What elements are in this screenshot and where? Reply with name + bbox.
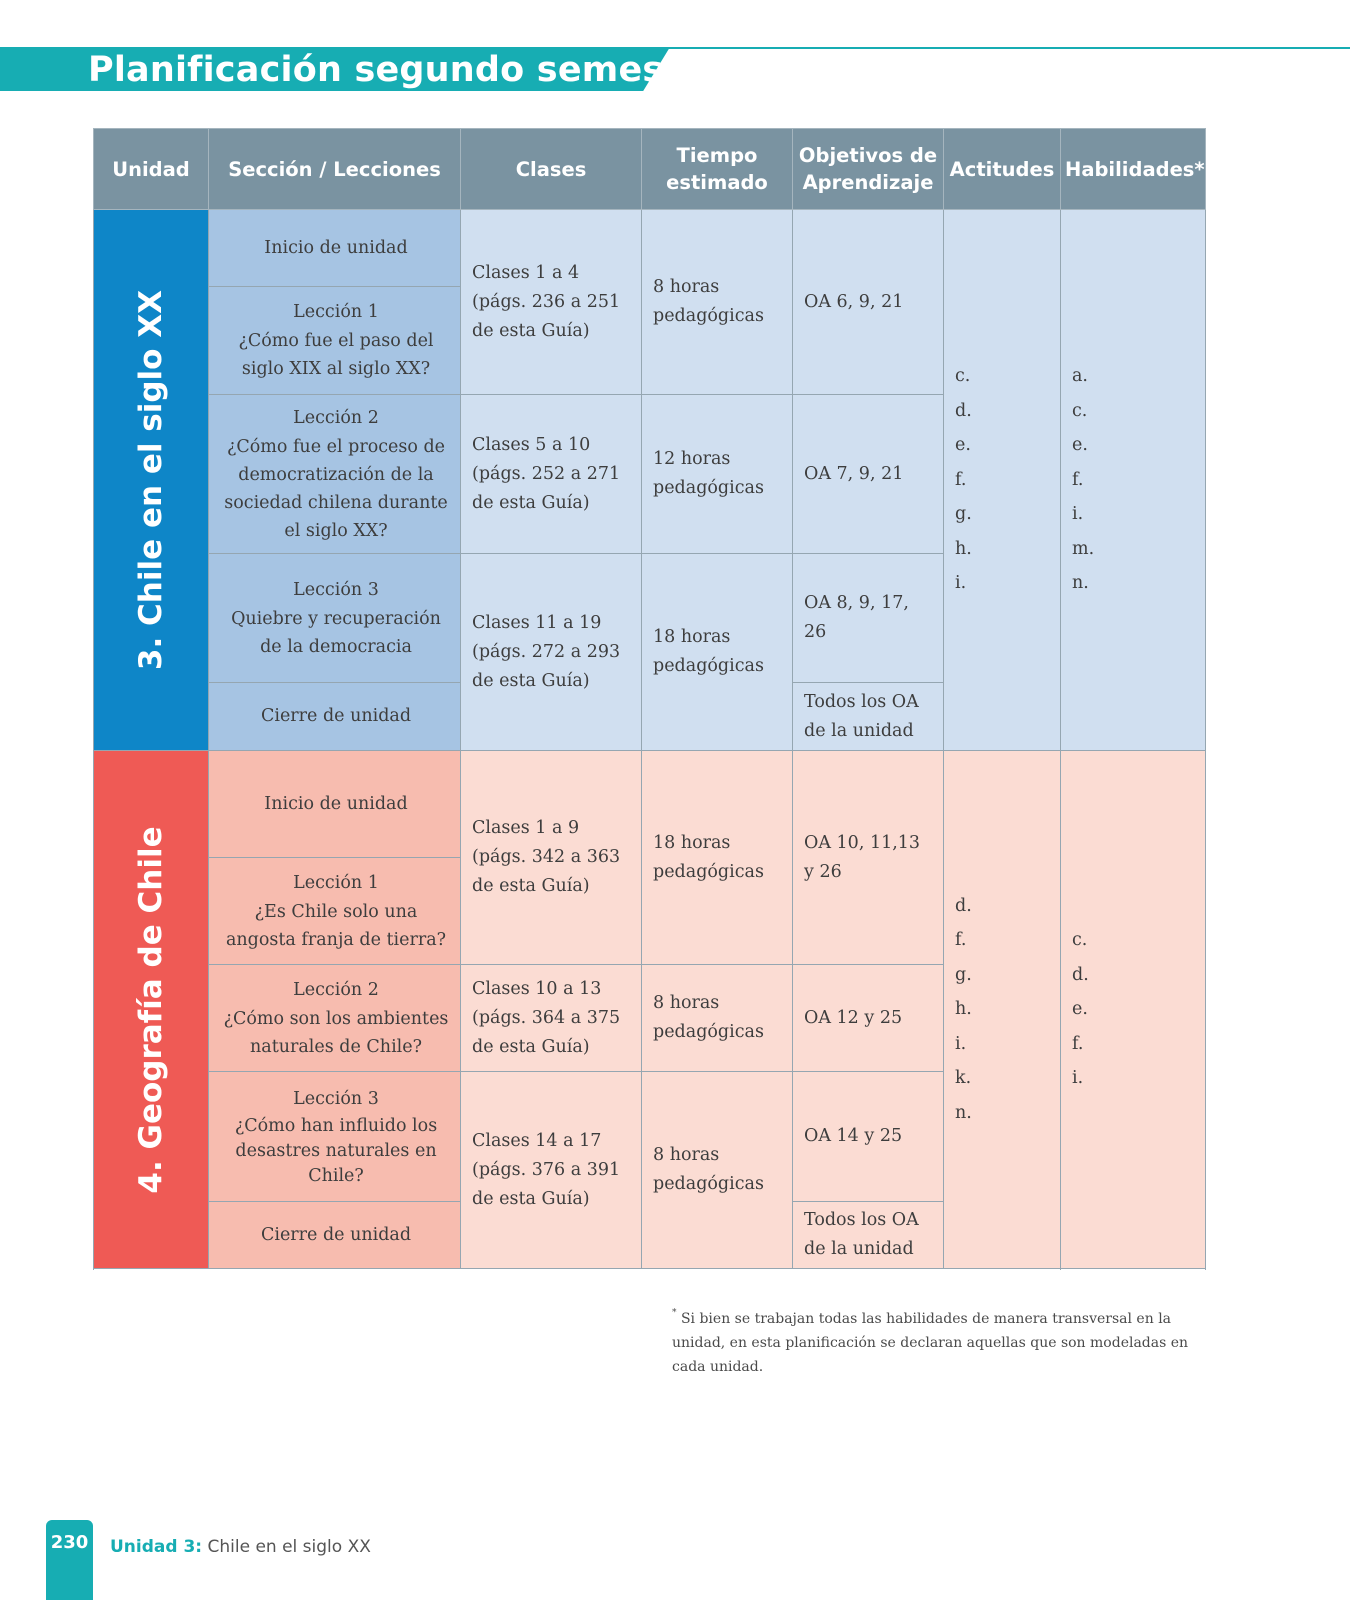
list-item: m. (1072, 538, 1095, 559)
lesson-title: Lección 1 (293, 872, 379, 893)
lesson-question: ¿Cómo fue el proceso de democratización de la sociedad chilena durante el siglo XX? (224, 436, 448, 541)
unit4-oa-a: OA 10, 11,13 y 26 (793, 751, 944, 965)
unit3-habilidades (1061, 210, 1206, 751)
header-habilidades: Habilidades* (1061, 129, 1206, 210)
list-item: h. (955, 538, 972, 559)
header-tiempo-line2: estimado (666, 171, 768, 194)
list-item: i. (955, 1033, 967, 1054)
list-item: n. (1072, 573, 1089, 594)
page-number: 230 (50, 1532, 89, 1553)
list-item: f. (955, 930, 967, 951)
unit4-clases-b-pages: (págs. 364 a 375 de esta Guía) (472, 1007, 621, 1057)
header-clases: Clases (461, 129, 642, 210)
list-item: f. (1072, 1033, 1084, 1054)
lesson-title: Lección 2 (293, 979, 379, 1000)
footnote-mark: * (672, 1308, 677, 1318)
unit4-clases-c (461, 1072, 642, 1269)
header-tiempo (642, 129, 793, 210)
lesson-title: Lección 3 (293, 1088, 379, 1109)
unit3-clases-b-pages: (págs. 252 a 271 de esta Guía) (472, 463, 621, 513)
unit3-actitudes (944, 210, 1061, 751)
list-item: h. (955, 999, 972, 1020)
unit4-tiempo-a: 18 horas pedagógicas (642, 751, 793, 965)
unit3-oa-b: OA 7, 9, 21 (793, 395, 944, 554)
list-item: i. (1072, 504, 1084, 525)
unit3-oa-c: OA 8, 9, 17, 26 (793, 554, 944, 683)
unit3-tiempo-b: 12 horas pedagógicas (642, 395, 793, 554)
unit3-clases-c-range: Clases 11 a 19 (472, 612, 602, 633)
unit3-clases-b (461, 395, 642, 554)
list-item: e. (1072, 435, 1088, 456)
unit4-clases-c-range: Clases 14 a 17 (472, 1130, 602, 1151)
list-item: c. (955, 366, 971, 387)
table-row (94, 210, 1206, 287)
unit4-tiempo-b: 8 horas pedagógicas (642, 965, 793, 1072)
header-tiempo-line1: Tiempo (676, 144, 758, 167)
lesson-title: Lección 1 (293, 302, 379, 322)
unit3-leccion-2 (209, 395, 461, 554)
title-rule (640, 47, 1350, 49)
unit3-clases-c (461, 554, 642, 751)
unit4-inicio: Inicio de unidad (209, 751, 461, 858)
lesson-title: Lección 3 (293, 579, 379, 600)
unit4-leccion-3 (209, 1072, 461, 1202)
header-unidad: Unidad (94, 129, 209, 210)
unit4-name: 4. Geografía de Chile (133, 825, 169, 1194)
page-title: Planificación segundo semestre (88, 50, 722, 90)
lesson-question: ¿Cómo han influido los desastres naturales en Chile? (234, 1115, 438, 1186)
list-item: c. (1072, 930, 1088, 951)
table-row (94, 751, 1206, 858)
unit4-clases-a (461, 751, 642, 965)
list-item: e. (1072, 999, 1088, 1020)
list-item: d. (955, 895, 972, 916)
footer-unit-name: Chile en el siglo XX (202, 1537, 371, 1557)
lesson-question: ¿Cómo son los ambientes naturales de Chile? (223, 1008, 449, 1057)
header-actitudes: Actitudes (944, 129, 1061, 210)
list-item: d. (955, 400, 972, 421)
unit3-inicio: Inicio de unidad (209, 210, 461, 287)
unit4-leccion-1 (209, 858, 461, 965)
header-seccion: Sección / Lecciones (209, 129, 461, 210)
list-item: i. (955, 573, 967, 594)
footnote (672, 1307, 1212, 1379)
list-item: a. (1072, 366, 1088, 387)
unit3-oa-cierre: Todos los OA de la unidad (793, 683, 944, 751)
unit4-leccion-2 (209, 965, 461, 1072)
unit4-cierre: Cierre de unidad (209, 1202, 461, 1269)
unit3-leccion-3 (209, 554, 461, 683)
unit3-clases-b-range: Clases 5 a 10 (472, 434, 591, 455)
unit3-leccion-1 (209, 287, 461, 395)
unit3-tiempo-a: 8 horas pedagógicas (642, 210, 793, 395)
unit3-oa-a: OA 6, 9, 21 (793, 210, 944, 395)
unit4-clases-a-pages: (págs. 342 a 363 de esta Guía) (472, 847, 621, 896)
list-item: f. (1072, 469, 1084, 490)
list-item: e. (955, 435, 971, 456)
unit4-clases-b-range: Clases 10 a 13 (472, 978, 602, 999)
lesson-question: ¿Es Chile solo una angosta franja de tierra? (225, 901, 447, 950)
header-objetivos-line1: Objetivos de (798, 144, 938, 167)
header-objetivos-line2: Aprendizaje (802, 171, 934, 194)
unit4-oa-b: OA 12 y 25 (793, 965, 944, 1072)
list-item: f. (955, 469, 967, 490)
unit4-clases-c-pages: (págs. 376 a 391 de esta Guía) (472, 1159, 621, 1209)
planning-table (93, 128, 1206, 1269)
unit3-clases-a (461, 210, 642, 395)
unit3-name: 3. Chile en el siglo XX (133, 289, 169, 671)
list-item: i. (1072, 1068, 1084, 1089)
list-item: g. (955, 504, 972, 525)
list-item: c. (1072, 400, 1088, 421)
footnote-text: Si bien se trabajan todas las habilidades de manera transversal en la unidad, en esta planificación se declaran aquellas que son modeladas en cada unidad. (672, 1311, 1189, 1375)
list-item: d. (1072, 964, 1089, 985)
unit4-habilidades (1061, 751, 1206, 1269)
lesson-question: Quiebre y recuperación de la democracia (231, 608, 441, 657)
lesson-question: ¿Cómo fue el paso del siglo XIX al siglo XX? (238, 331, 434, 379)
unit4-oa-cierre: Todos los OA de la unidad (793, 1202, 944, 1269)
unit3-label-cell (94, 210, 209, 751)
list-item: k. (955, 1068, 972, 1089)
unit4-tiempo-c: 8 horas pedagógicas (642, 1072, 793, 1269)
unit4-label-cell (94, 751, 209, 1269)
unit3-cierre: Cierre de unidad (209, 683, 461, 751)
unit3-clases-a-range: Clases 1 a 4 (472, 262, 580, 283)
unit4-clases-a-range: Clases 1 a 9 (472, 818, 580, 838)
unit3-tiempo-c: 18 horas pedagógicas (642, 554, 793, 751)
footer-unit (110, 1537, 371, 1557)
unit3-clases-a-pages: (págs. 236 a 251 de esta Guía) (472, 291, 621, 341)
unit4-actitudes (944, 751, 1061, 1269)
unit4-oa-c: OA 14 y 25 (793, 1072, 944, 1202)
footer-unit-prefix: Unidad 3: (110, 1537, 203, 1557)
header-objetivos (793, 129, 944, 210)
list-item: g. (955, 964, 972, 985)
lesson-title: Lección 2 (293, 407, 379, 428)
unit3-clases-c-pages: (págs. 272 a 293 de esta Guía) (472, 641, 621, 691)
list-item: n. (955, 1102, 972, 1123)
unit4-clases-b (461, 965, 642, 1072)
table-header-row (94, 129, 1206, 210)
